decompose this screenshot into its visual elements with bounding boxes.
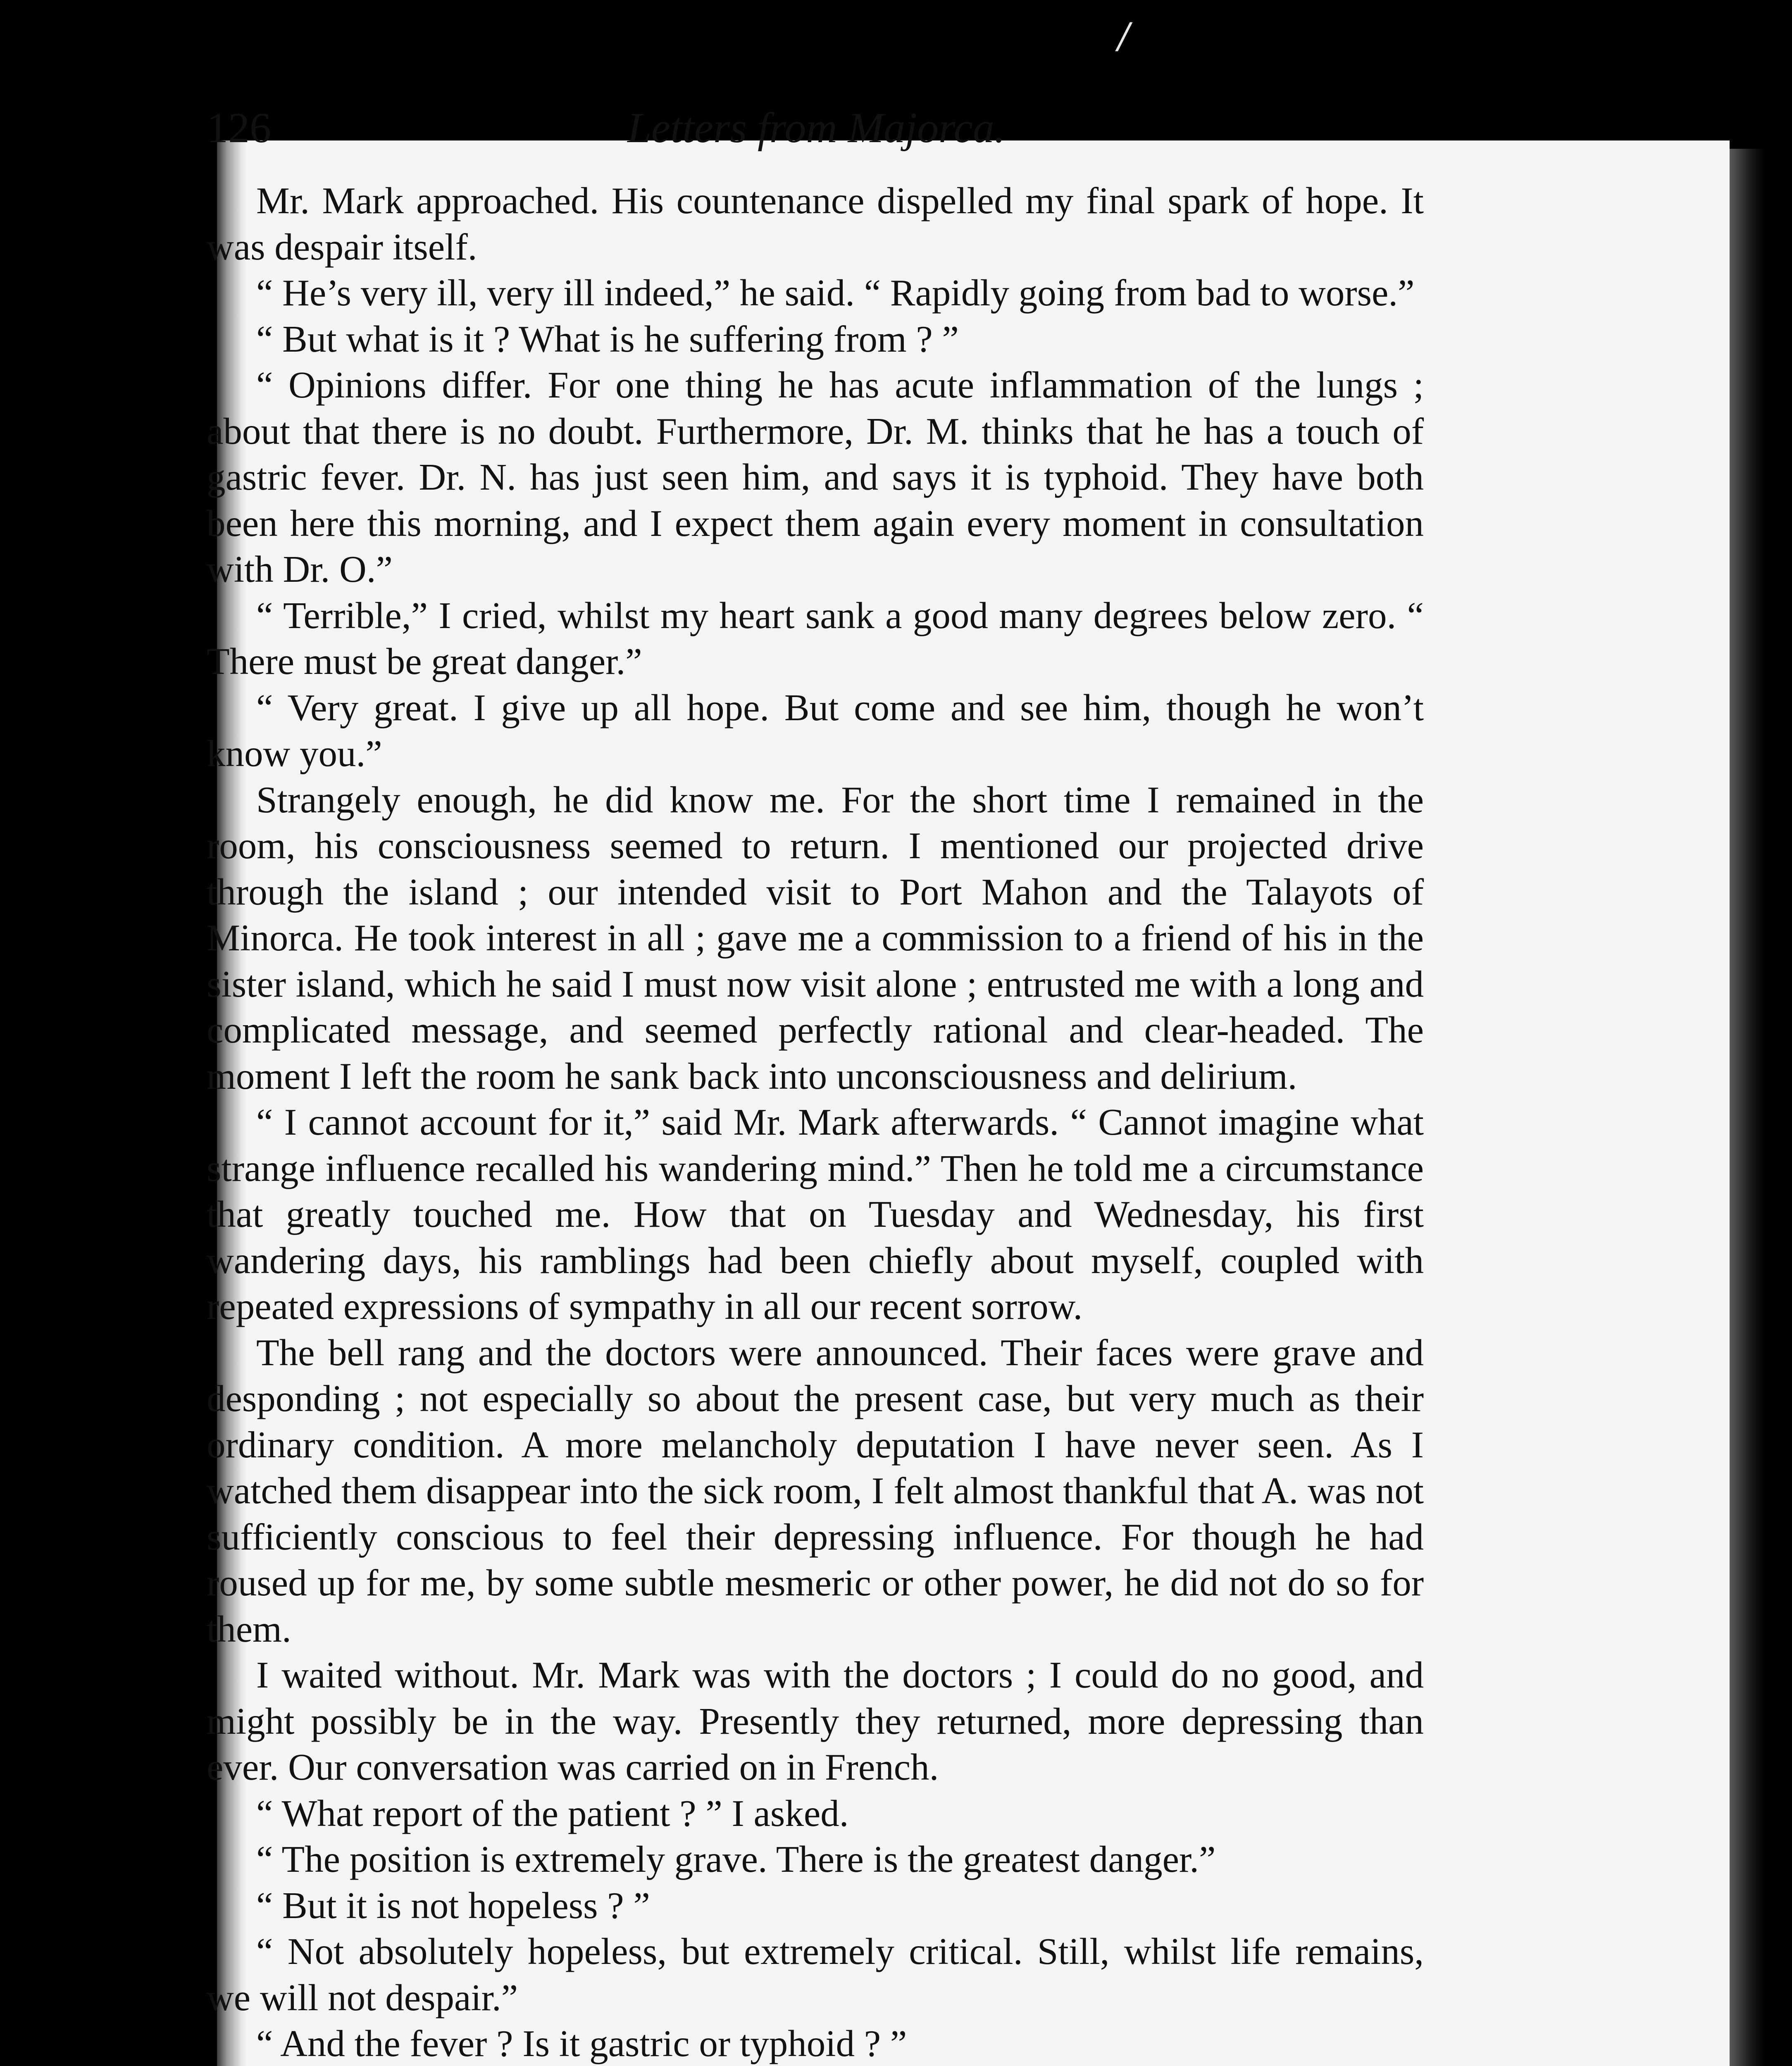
paragraph: “ Very great. I give up all hope. But come and see him, though he won’t know you.”	[207, 686, 1424, 774]
paragraph: “ Terrible,” I cried, whilst my heart sank a good many degrees below zero. “ There must be great danger.”	[207, 594, 1424, 682]
paragraph: “ What report of the patient ? ” I asked.	[256, 1792, 849, 1834]
paragraph: “ He’s very ill, very ill indeed,” he said. “ Rapidly going from bad to worse.”	[256, 272, 1415, 314]
paragraph: “ Opinions differ. For one thing he has acute inflammation of the lungs ; about that there is no doubt. Furthermore, Dr. M. thinks that he has a touch of gastric fever. Dr. N. has just seen him, and says it is typhoid. They have both been here this morning, and I expect them again every moment in consultation with Dr. O.”	[207, 364, 1424, 590]
paragraph: “ But it is not hopeless ? ”	[256, 1884, 650, 1926]
paragraph: Strangely enough, he did know me. For the short time I remained in the room, his consciousness seemed to return. I mentioned our projected drive through the island ; our intended visit to Port Mahon and the Talayots of Minorca. He took interest in all ; gave me a commission to a friend of his in the sister island, which he said I must now visit alone ; entrusted me with a long and complicated message, and seemed perfectly rational and clear-headed. The moment I left the room he sank back into unconsciousness and delirium.	[207, 778, 1424, 1097]
page-header	[207, 103, 1426, 165]
page-number: 126	[207, 104, 271, 152]
paragraph: “ And the fever ? Is it gastric or typhoid ? ”	[256, 2023, 907, 2064]
paragraph: “ But what is it ? What is he suffering from ? ”	[256, 318, 959, 360]
paragraph: “ I cannot account for it,” said Mr. Mark afterwards. “ Cannot imagine what strange influence recalled his wandering mind.” Then he told me a circumstance that greatly touched me. How that on Tuesday and Wednesday, his first wandering days, his ramblings had been chiefly about myself, coupled with repeated expressions of sympathy in all our recent sorrow.	[207, 1101, 1424, 1327]
paragraph: The bell rang and the doctors were announced. Their faces were grave and desponding ; not especially so about the present case, but very much as their ordinary condition. A more melancholy deputation I have never seen. As I watched them disappear into the sick room, I felt almost thankful that A. was not sufficiently conscious to feel their depressing influence. For though he had roused up for me, by some subtle mesmeric or other power, he did not do so for them.	[207, 1331, 1424, 1650]
book-edge	[1730, 149, 1765, 2066]
paragraph: Mr. Mark approached. His countenance dispelled my final spark of hope. It was despair itself.	[207, 180, 1424, 268]
stray-mark: /	[1118, 16, 1130, 57]
running-title: Letters from Majorca.	[627, 104, 1005, 152]
paragraph: I waited without. Mr. Mark was with the doctors ; I could do no good, and might possibly be in the way. Presently they returned, more depressing than ever. Our conversation was carried on in French.	[207, 1654, 1424, 1788]
body-text	[207, 178, 1424, 2066]
paragraph: “ The position is extremely grave. There is the greatest danger.”	[256, 1838, 1216, 1880]
paragraph: “ Not absolutely hopeless, but extremely critical. Still, whilst life remains, we will not despair.”	[207, 1930, 1424, 2018]
